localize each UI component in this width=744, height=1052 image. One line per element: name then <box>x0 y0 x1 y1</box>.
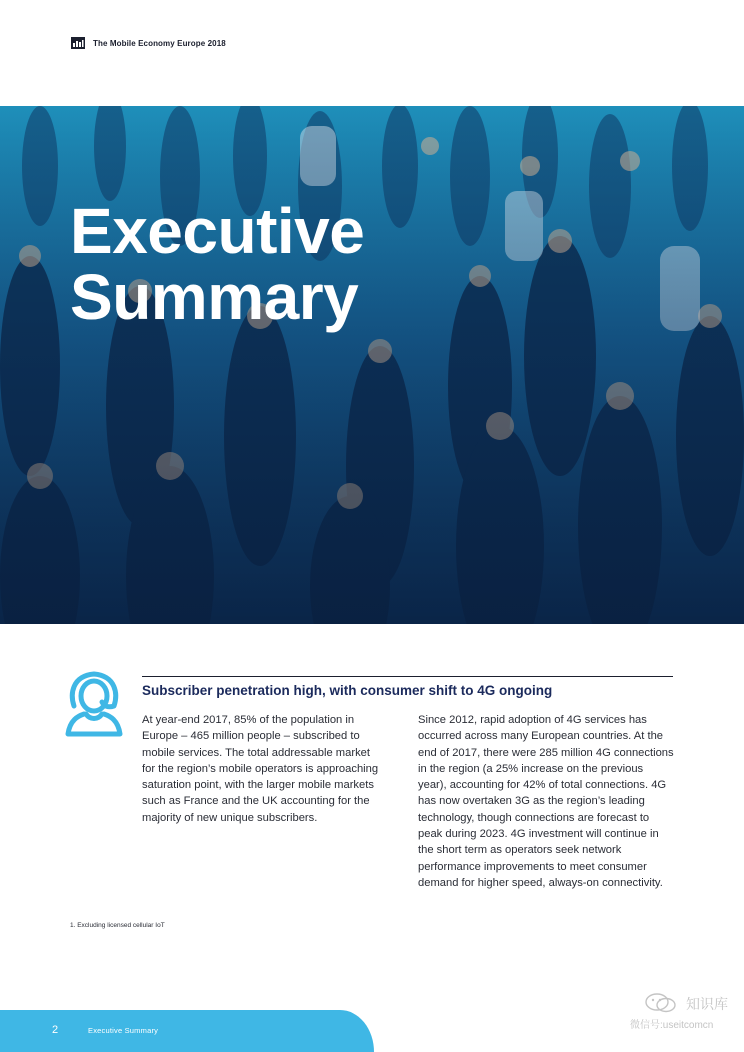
footnote: 1. Excluding licensed cellular IoT <box>70 922 165 929</box>
wechat-icon <box>644 992 678 1014</box>
section-divider <box>142 676 673 677</box>
body-paragraph-left: At year-end 2017, 85% of the population in Europe – 465 million people – subscribed to mobile services. The total addressable market for the region’s mobile operators is approaching saturation point, with the larger mobile markets such as France and the UK accounting for the majority of new unique subscribers. <box>142 714 379 824</box>
page-header <box>71 36 226 50</box>
section-heading: Subscriber penetration high, with consumer shift to 4G ongoing <box>142 683 553 698</box>
watermark-title: 知识库 <box>686 996 728 1012</box>
footer-section-label: Executive Summary <box>88 1026 159 1035</box>
watermark-subtitle: 微信号:useitcomcn <box>630 1020 714 1031</box>
watermark <box>630 992 738 1032</box>
publication-title: The Mobile Economy Europe 2018 <box>93 38 226 48</box>
page-number: 2 <box>52 1024 59 1036</box>
page-title <box>70 195 365 333</box>
hero-image <box>0 106 744 624</box>
crowd-photo <box>0 106 744 624</box>
page-title-line-2: Summary <box>70 261 359 333</box>
gsma-logo-icon <box>71 37 85 49</box>
person-icon <box>64 668 124 740</box>
body-paragraph-right: Since 2012, rapid adoption of 4G services has occurred across many European countries. At the end of 2017, there were 285 million 4G connections in the region (a 25% increase on the previous year), accounting for 42% of total connections. 4G has now overtaken 3G as the region’s leading technology, though connections are forecast to peak during 2023. 4G investment will continue in the short term as operators seek network performance improvements to meet consumer demand for higher speed, always-on connectivity. <box>418 714 674 889</box>
page-title-line-1: Executive <box>70 195 365 267</box>
